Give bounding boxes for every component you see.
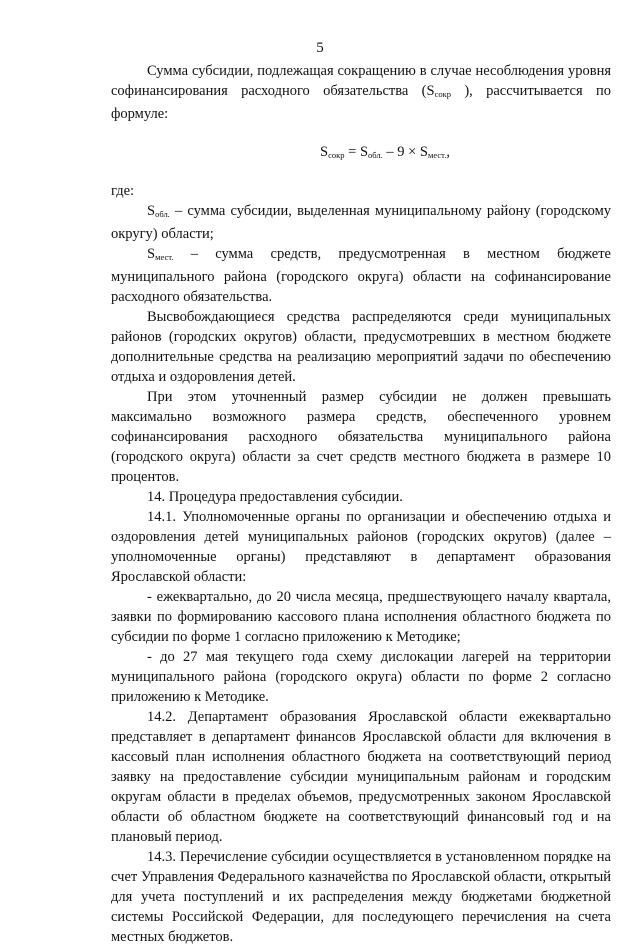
page-number: 5 — [316, 40, 324, 56]
definition-s-mest: $S_{мест.}$ – сумма средств, предусмотренная в местном бюджете муниципального района (городского округа) области на софинансирование расходного обязательства. — [111, 246, 611, 305]
intro-paragraph: Сумма субсидии, подлежащая сокращению в случае несоблюдения уровня софинансирования расходного обязательства ($S_{сокр}$ ), рассчитывается по формуле: — [111, 63, 611, 122]
section-14-1: 14.1. Уполномоченные органы по организации и обеспечению отдыха и оздоровления детей муниципальных районов (городских округов) (далее – уполномоченные органы) представляют в департамент образования Ярославской области: — [111, 509, 611, 585]
where-label: где: — [111, 183, 135, 199]
formula: $S_{сокр} = S_{обл.} - 9 \times S_{мест.}$, — [320, 144, 450, 160]
paragraph-subsidy-limit: При этом уточненный размер субсидии не должен превышать максимально возможного размера средств, обеспеченного уровнем софинансирования расходного обязательства муниципального района (городского округа) области за счет средств местного бюджета в размере 10 процентов. — [111, 389, 611, 485]
section-14-2: 14.2. Департамент образования Ярославской области ежеквартально представляет в департамент финансов Ярославской области для включения в кассовый план исполнения областного бюджета на соответствующий период заявку на предоставление субсидии муниципальным районам и городским округам области в пределах объемов, предусмотренных законом Ярославской области об областном бюджете на соответствующий финансовый год и на плановый период. — [111, 709, 611, 845]
section-14-heading: 14. Процедура предоставления субсидии. — [147, 489, 403, 505]
definition-s-obl: $S_{обл.}$ – сумма субсидии, выделенная муниципальному району (городскому округу) области; — [111, 203, 611, 242]
document-body — [111, 61, 611, 947]
bullet-quarterly: - ежеквартально, до 20 числа месяца, предшествующего началу квартала, заявки по формированию кассового плана исполнения областного бюджета по субсидии по форме 1 согласно приложению к Методике; — [111, 589, 611, 645]
bullet-may-27: - до 27 мая текущего года схему дислокации лагерей на территории муниципального района (городского округа) области по форме 2 согласно приложению к Методике. — [111, 649, 611, 705]
section-14-3: 14.3. Перечисление субсидии осуществляется в установленном порядке на счет Управления Федерального казначейства по Ярославской области, открытый для учета поступлений и их распределения между бюджетами бюджетной системы Российской Федерации, для последующего перечисления на счета местных бюджетов. — [111, 849, 611, 945]
paragraph-freed-funds: Высвобождающиеся средства распределяются среди муниципальных районов (городских округов) области, предусмотревших в местном бюджете дополнительные средства на реализацию мероприятий задачи по обеспечению отдыха и оздоровления детей. — [111, 309, 611, 385]
